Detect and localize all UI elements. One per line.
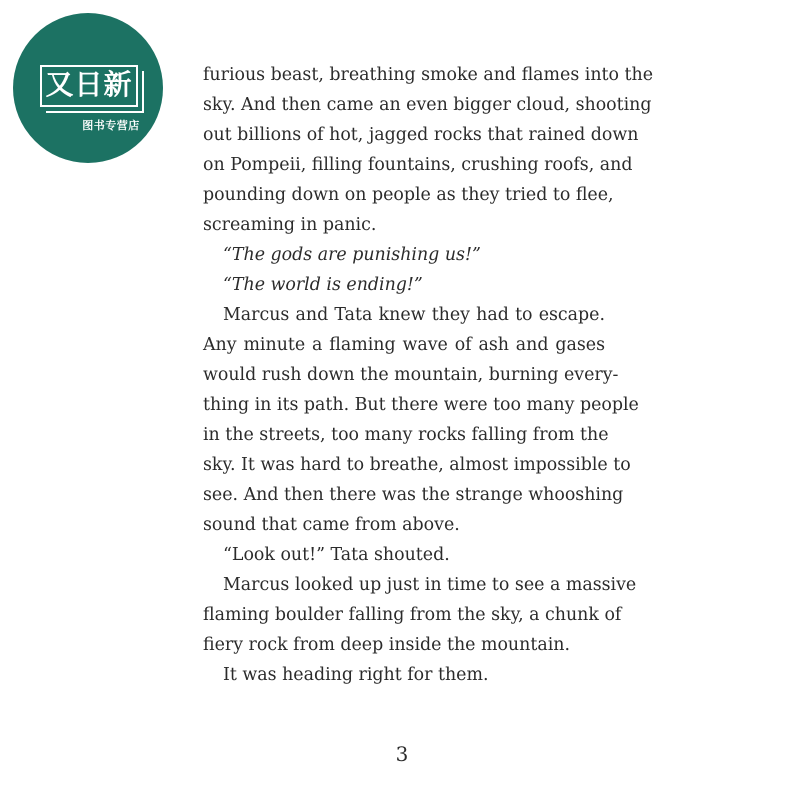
text-line: sky. It was hard to breathe, almost impossible to xyxy=(203,455,631,475)
text-line: would rush down the mountain, burning every- xyxy=(203,365,619,385)
store-logo xyxy=(13,13,163,163)
text-line: on Pompeii, filling fountains, crushing roofs, and xyxy=(203,155,633,175)
text-line: pounding down on people as they tried to flee, xyxy=(203,185,614,205)
text-line: in the streets, too many rocks falling from the xyxy=(203,425,609,445)
text-line: sky. And then came an even bigger cloud, shooting xyxy=(203,95,652,115)
book-page-text xyxy=(203,60,654,690)
text-line: fiery rock from deep inside the mountain. xyxy=(203,635,570,655)
text-line: thing in its path. But there were too many people xyxy=(203,395,639,415)
text-line: flaming boulder falling from the sky, a chunk of xyxy=(203,605,622,625)
text-line: screaming in panic. xyxy=(203,215,377,235)
text-line: “The world is ending!” xyxy=(223,275,423,295)
logo-title: 又日新 xyxy=(45,68,133,101)
text-line: Any minute a flaming wave of ash and gases xyxy=(203,335,605,355)
logo-subtitle: 图书专营店 xyxy=(82,119,140,132)
text-line: “Look out!” Tata shouted. xyxy=(223,545,450,565)
text-line: furious beast, breathing smoke and flames into the xyxy=(203,65,654,85)
text-line: Marcus and Tata knew they had to escape. xyxy=(223,305,605,325)
text-line: Marcus looked up just in time to see a massive xyxy=(223,575,637,595)
text-line: sound that came from above. xyxy=(203,515,460,535)
text-line: see. And then there was the strange whooshing xyxy=(203,485,624,505)
text-line: “The gods are punishing us!” xyxy=(223,245,481,265)
page-number: 3 xyxy=(395,742,409,766)
text-line: It was heading right for them. xyxy=(223,665,489,685)
text-line: out billions of hot, jagged rocks that rained down xyxy=(203,125,639,145)
